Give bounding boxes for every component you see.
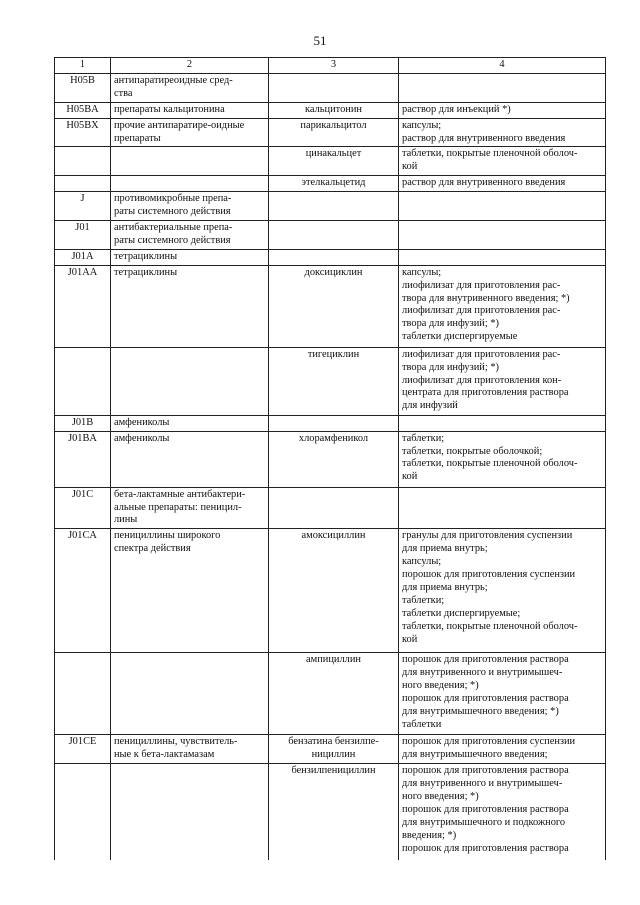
dosage-forms-cell (399, 220, 606, 249)
group-name-cell: противомикробные препа- раты системного действия (111, 192, 269, 221)
table-row (55, 265, 606, 347)
atc-code-cell (55, 147, 111, 176)
table-row (55, 653, 606, 735)
table-body (55, 58, 606, 860)
dosage-forms-cell: капсулы; раствор для внутривенного введения (399, 118, 606, 147)
table-row (55, 192, 606, 221)
table-row (55, 102, 606, 118)
group-name-cell: бета-лактамные антибактери- альные препараты: пеницил- лины (111, 487, 269, 529)
table-row (55, 73, 606, 102)
dosage-forms-cell: гранулы для приготовления суспензии для приема внутрь; капсулы; порошок для приготовления суспензии для приема внутрь; таблетки; таблетки диспергируемые; таблетки, покрытые пленочной оболоч- кой (399, 529, 606, 653)
page-number: 51 (313, 33, 327, 48)
group-name-cell: антибактериальные препа- раты системного действия (111, 220, 269, 249)
dosage-forms-cell (399, 487, 606, 529)
atc-code-cell (55, 347, 111, 415)
column-header-2: 2 (111, 58, 269, 74)
group-name-cell: тетрациклины (111, 249, 269, 265)
table-row (55, 347, 606, 415)
drug-name-cell: этелкальцетид (269, 176, 399, 192)
atc-code-cell: J01 (55, 220, 111, 249)
group-name-cell (111, 147, 269, 176)
atc-code-cell: J (55, 192, 111, 221)
table-row (55, 431, 606, 487)
drug-name-cell: хлорамфеникол (269, 431, 399, 487)
atc-code-cell (55, 764, 111, 860)
group-name-cell (111, 347, 269, 415)
dosage-forms-cell: таблетки; таблетки, покрытые оболочкой; таблетки, покрытые пленочной оболоч- кой (399, 431, 606, 487)
drug-name-cell: парикальцитол (269, 118, 399, 147)
column-header-3: 3 (269, 58, 399, 74)
group-name-cell (111, 653, 269, 735)
drug-table (54, 57, 606, 860)
table-row (55, 529, 606, 653)
atc-code-cell (55, 653, 111, 735)
atc-code-cell: H05B (55, 73, 111, 102)
drug-name-cell (269, 220, 399, 249)
drug-name-cell (269, 487, 399, 529)
table-row (55, 764, 606, 860)
group-name-cell: препараты кальцитонина (111, 102, 269, 118)
group-name-cell: пенициллины широкого спектра действия (111, 529, 269, 653)
drug-name-cell: бензатина бензилпе- нициллин (269, 735, 399, 764)
group-name-cell: прочие антипаратире-оидные препараты (111, 118, 269, 147)
table-row (55, 176, 606, 192)
dosage-forms-cell: порошок для приготовления суспензии для внутримышечного введения; (399, 735, 606, 764)
drug-name-cell (269, 73, 399, 102)
table-row (55, 220, 606, 249)
dosage-forms-cell (399, 192, 606, 221)
table-row (55, 118, 606, 147)
group-name-cell (111, 176, 269, 192)
drug-name-cell: цинакальцет (269, 147, 399, 176)
group-name-cell: тетрациклины (111, 265, 269, 347)
drug-name-cell: тигециклин (269, 347, 399, 415)
atc-code-cell: J01B (55, 415, 111, 431)
dosage-forms-cell (399, 249, 606, 265)
dosage-forms-cell: таблетки, покрытые пленочной оболоч- кой (399, 147, 606, 176)
group-name-cell: амфениколы (111, 431, 269, 487)
drug-name-cell: кальцитонин (269, 102, 399, 118)
dosage-forms-cell: раствор для инъекций *) (399, 102, 606, 118)
atc-code-cell (55, 176, 111, 192)
dosage-forms-cell (399, 73, 606, 102)
atc-code-cell: J01CE (55, 735, 111, 764)
drug-name-cell: доксициклин (269, 265, 399, 347)
dosage-forms-cell: порошок для приготовления раствора для внутривенного и внутримышеч- ного введения; *) порошок для приготовления раствора для внутримышечного и подкожного введения; *) порошок для приготовления раствора (399, 764, 606, 860)
drug-name-cell (269, 249, 399, 265)
header-row (55, 58, 606, 74)
dosage-forms-cell: капсулы; лиофилизат для приготовления рас- твора для внутривенного введения; *) лиофилизат для приготовления рас- твора для инфузий; *) таблетки диспергируемые (399, 265, 606, 347)
drug-name-cell (269, 192, 399, 221)
table-row (55, 249, 606, 265)
atc-code-cell: J01CA (55, 529, 111, 653)
atc-code-cell: H05BA (55, 102, 111, 118)
drug-name-cell: ампициллин (269, 653, 399, 735)
atc-code-cell: J01AA (55, 265, 111, 347)
atc-code-cell: H05BX (55, 118, 111, 147)
table-row (55, 147, 606, 176)
dosage-forms-cell: раствор для внутривенного введения (399, 176, 606, 192)
dosage-forms-cell (399, 415, 606, 431)
group-name-cell: амфениколы (111, 415, 269, 431)
group-name-cell: антипаратиреоидные сред- ства (111, 73, 269, 102)
group-name-cell (111, 764, 269, 860)
drug-name-cell (269, 415, 399, 431)
table-row (55, 415, 606, 431)
atc-code-cell: J01BA (55, 431, 111, 487)
atc-code-cell: J01C (55, 487, 111, 529)
drug-name-cell: бензилпенициллин (269, 764, 399, 860)
table-row (55, 487, 606, 529)
column-header-4: 4 (399, 58, 606, 74)
dosage-forms-cell: лиофилизат для приготовления рас- твора для инфузий; *) лиофилизат для приготовления кон- центрата для приготовления раствора для инфузий (399, 347, 606, 415)
drug-name-cell: амоксициллин (269, 529, 399, 653)
dosage-forms-cell: порошок для приготовления раствора для внутривенного и внутримышеч- ного введения; *) порошок для приготовления раствора для внутримышечного введения; *) таблетки (399, 653, 606, 735)
atc-code-cell: J01A (55, 249, 111, 265)
column-header-1: 1 (55, 58, 111, 74)
group-name-cell: пенициллины, чувствитель- ные к бета-лактамазам (111, 735, 269, 764)
table-row (55, 735, 606, 764)
